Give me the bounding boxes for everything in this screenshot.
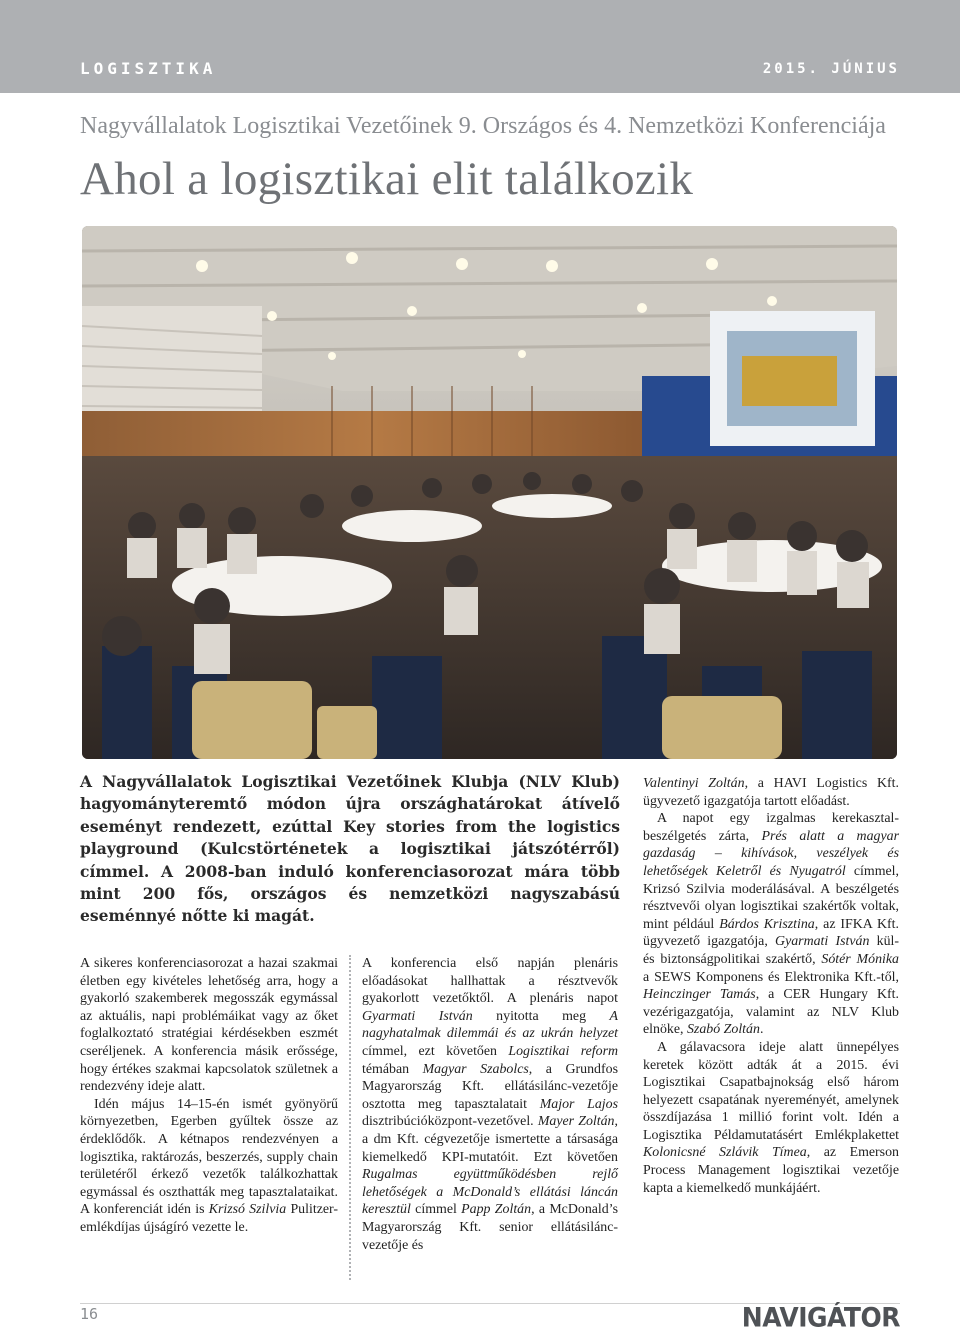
article-paragraph: A sikeres konferenciasorozat a hazai szakmai életben egy kivételes lehetőség arra, hogy a gyakorló szakemberek megosszák egymással az aktuális, napi problémáikat vagy az őket foglalkoztató stratégiai kérdésekben eszmét cseréljenek. A konferencia másik erőssége, hogy értékes szakmai kapcsolatok születnek a rendezvény ideje alatt. xyxy=(80,956,338,1095)
italic-name: Prés alatt a magyar gazdaság – kihívások, veszélyek és lehetőségek Keletről és Nyugatról xyxy=(643,828,899,879)
italic-name: Gyarmati István xyxy=(362,1008,473,1024)
italic-name: Heinczinger Tamás xyxy=(643,987,756,1003)
italic-name: Valentinyi Zoltán xyxy=(643,776,745,791)
section-header-bar xyxy=(0,0,960,93)
italic-name: Magyar Szabolcs xyxy=(422,1061,529,1077)
article-column-1 xyxy=(80,955,338,1237)
conference-hall-photo xyxy=(82,226,897,759)
conference-photo-illustration xyxy=(82,226,897,759)
article-lead: A Nagyvállalatok Logisztikai Vezetőinek Klubja (NLV Klub) hagyományteremtő módon újra országhatárokat átívelő eseményt rendezett, ezúttal Key stories from the logistics playground (Kulcstörténetek a logisztikai játszótérről) címmel. A 2008-ban induló konferenciasorozat mára több mint 200 fős, országos és nemzetközi nagyszabású eseménnyé nőtte ki magát. xyxy=(80,772,620,926)
italic-name: Major Lajos xyxy=(539,1096,618,1112)
italic-name: Bárdos Krisztina xyxy=(719,916,815,932)
column-separator xyxy=(349,955,351,1280)
italic-name: Kolonicsné Szlávik Tímea xyxy=(643,1145,807,1161)
article-paragraph: Valentinyi Zoltán, a HAVI Logistics Kft. ügyvezető igazgatója tartott előadást. xyxy=(643,776,899,809)
page-number: 16 xyxy=(80,1305,99,1323)
section-title: LOGISZTIKA xyxy=(80,59,217,78)
italic-name: Mayer Zoltán xyxy=(537,1114,615,1130)
article-paragraph: Idén május 14–15-én ismét gyönyörű környezetben, Egerben gyűltek össze az érdeklődők. A kétnapos rendezvényen a logisztika, raktározás, beszerzés, supply chain területéről érkező vezetők találkozhattak egymással és oszthatták meg tapasztalataikat. A konferenciát idén is Krizsó Szilvia Pulitzer-emlékdíjas újságíró vezette le. xyxy=(80,1096,338,1235)
article-column-2 xyxy=(362,955,618,1254)
italic-name: Rugalmas együttműködésben rejlő lehetőségek a McDonald’s ellátási láncán keresztül xyxy=(362,1167,618,1218)
italic-name: A nagyhatalmak dilemmái és az ukrán helyzet xyxy=(362,1008,618,1042)
article-paragraph: A gálavacsora ideje alatt ünnepélyes keretek között adták át a 2015. évi Logisztikai Csapatbajnokság első három helyezett csapatának nyereményét, amelynek összdíjazása 1 millió forint volt. Idén a Logisztika Példamutatásért Emlékplakettet Kolonicsné Szlávik Tímea, az Emerson Process Management logisztikai vezetője kapta a kiemelkedő munkájáért. xyxy=(643,1039,899,1196)
article-headline: Ahol a logisztikai elit találkozik xyxy=(80,153,694,205)
article-column-3 xyxy=(643,775,899,1197)
italic-name: Sótér Mónika xyxy=(821,951,899,967)
article-paragraph: A napot egy izgalmas kerekasztal-beszélgetés zárta, Prés alatt a magyar gazdaság – kihívások, veszélyek és lehetőségek Keletről és Nyugatról címmel, Krizsó Szilvia moderálásával. A beszélgetés résztvevői olyan logisztikai szakértők voltak, mint például Bárdos Krisztina, az IFKA Kft. ügyvezető igazgatója, Gyarmati István kül- és biztonságpolitikai szakértő, Sótér Mónika a SEWS Komponens és Elektronika Kft.-től, Heinczinger Tamás, a CER Hungary Kft. vezérigazgatója, valamint az NLV Klub elnöke, Szabó Zoltán. xyxy=(643,811,899,1038)
italic-name: Gyarmati István xyxy=(775,934,870,950)
issue-date: 2015. JÚNIUS xyxy=(762,61,900,77)
italic-name: Logisztikai reform xyxy=(508,1043,619,1059)
italic-name: Papp Zoltán xyxy=(461,1202,532,1218)
italic-name: Krizsó Szilvia xyxy=(208,1202,287,1218)
article-kicker: Nagyvállalatok Logisztikai Vezetőinek 9. Országos és 4. Nemzetközi Konferenciája xyxy=(80,113,886,139)
italic-name: Szabó Zoltán xyxy=(686,1022,760,1038)
article-paragraph: A konferencia első napján plenáris előadásokat hallhattak a résztvevők gyakorlott vezetőktől. A plenáris napot Gyarmati István nyitotta meg A nagyhatalmak dilemmái és az ukrán helyzet címmel, ezt követően Logisztikai reform témában Magyar Szabolcs, a Grundfos Magyarország Kft. ellátásilánc-vezetője osztotta meg tapasztalatait Major Lajos disztribúcióközpont-vezetővel. Mayer Zoltán, a dm Kft. cégvezetője ismertette a társasága kiemelkedő KPI-mutatóit. Ezt követően Rugalmas együttműködésben rejlő lehetőségek a McDonald’s ellátási láncán keresztül címmel Papp Zoltán, a McDonald’s Magyarország Kft. senior ellátásilánc-vezetője és xyxy=(362,956,619,1253)
magazine-brand-logo: NAVIGÁTOR xyxy=(741,1302,900,1333)
